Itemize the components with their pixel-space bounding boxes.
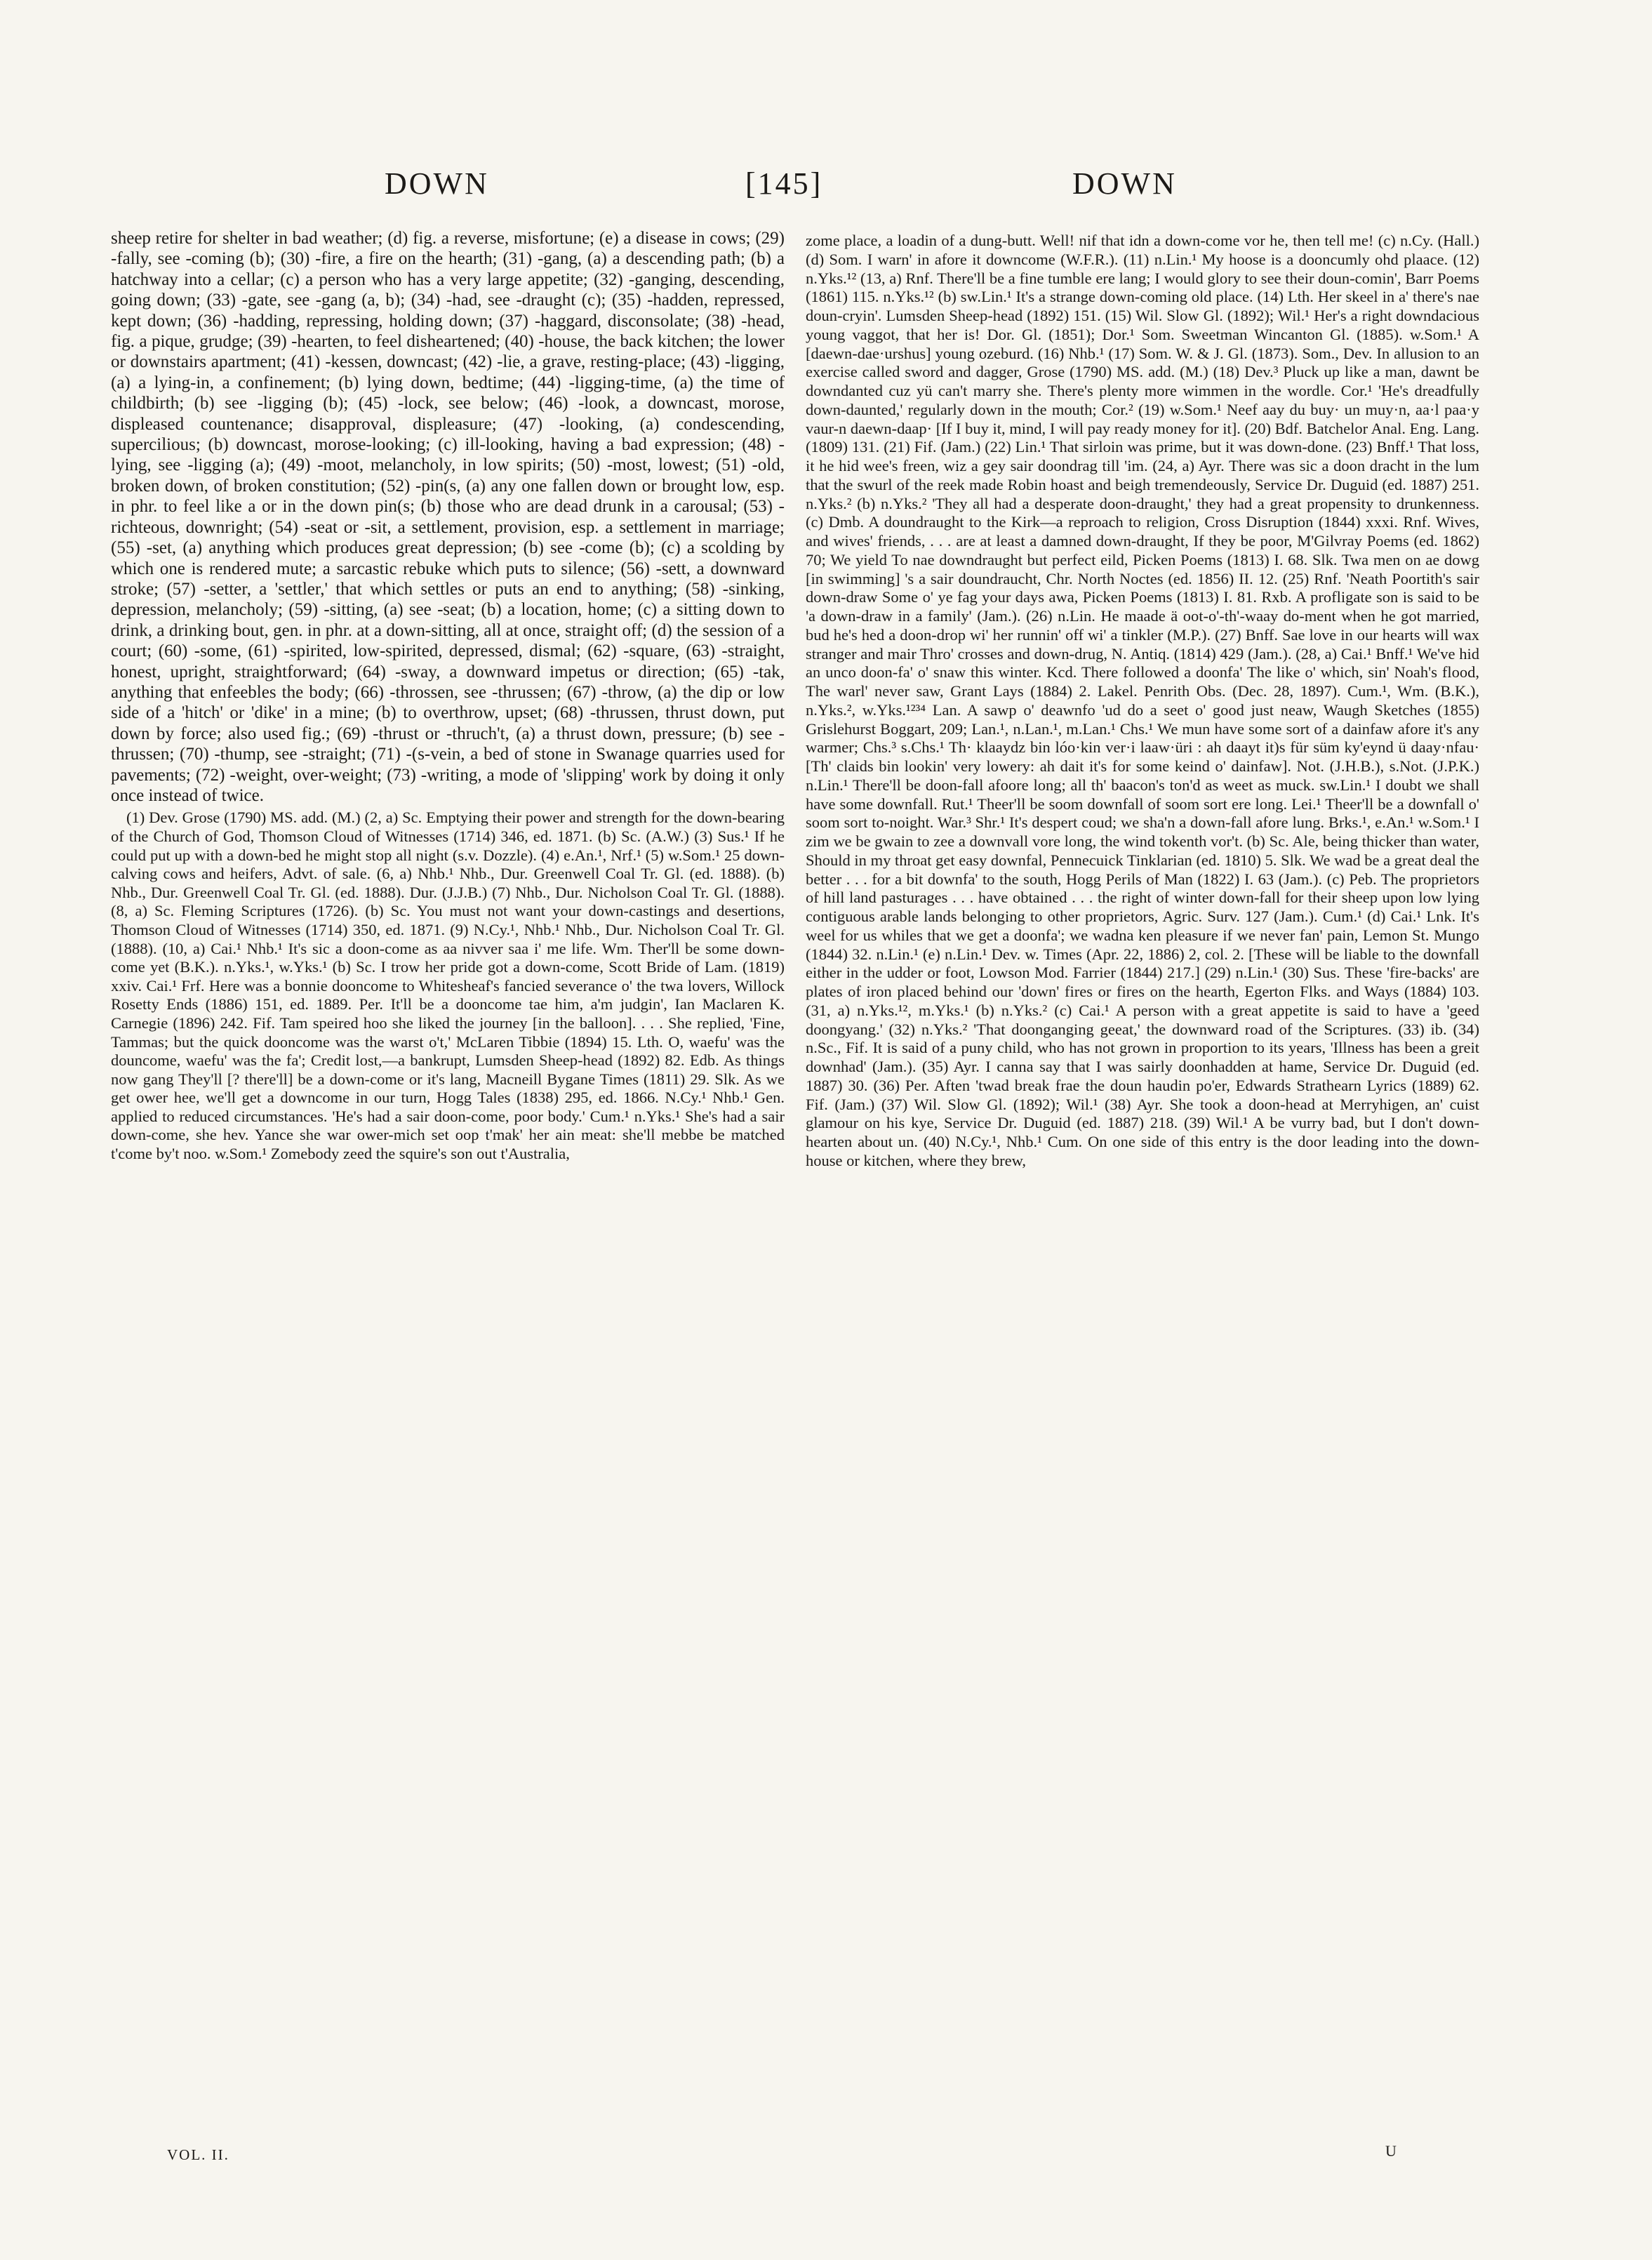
page-header (0, 163, 1652, 212)
signature-mark: U (1385, 2142, 1397, 2160)
definitions-text: sheep retire for shelter in bad weather; (d) fig. a reverse, misfortune; (e) a disease in cows; (29) -fally, see -coming (b); (30) -fire, a fire on the hearth; (31) -gang, (a) a descending path; (b) a hatchway into a cellar; (c) a person who has a very large appetite; (32) -ganging, descending, going down; (33) -gate, see -gang (a, b); (34) -had, see -draught (c); (35) -hadden, repressed, kept down; (36) -hadding, repressing, holding down; (37) -haggard, disconsolate; (38) -head, fig. a pique, grudge; (39) -hearten, to feel disheartened; (40) -house, the back kitchen; the lower or downstairs apartment; (41) -kessen, downcast; (42) -lie, a grave, resting-place; (43) -ligging, (a) a lying-in, a confinement; (b) lying down, bedtime; (44) -ligging-time, (a) the time of childbirth; (b) see -ligging (b); (45) -lock, see below; (46) -look, a downcast, morose, displeased countenance; disapproval, displeasure; (47) -looking, (a) condescending, supercilious; (b) downcast, morose-looking; (c) ill-looking, having a bad expression; (48) -lying, see -ligging (a); (49) -moot, melancholy, in low spirits; (50) -most, lowest; (51) -old, broken down, of broken constitution; (52) -pin(s, (a) any one fallen down or brought low, esp. in phr. to feel like a or in the down pin(s; (b) those who are dead drunk in a carousal; (53) -richteous, downright; (54) -seat or -sit, a settlement, provision, esp. a settlement in marriage; (55) -set, (a) anything which produces great depression; (b) see -come (b); (c) a scolding by which one is rendered mute; a sarcastic rebuke which puts to silence; (56) -sett, a downward stroke; (57) -setter, a 'settler,' that which settles or puts an end to anything; (58) -sinking, depression, melancholy; (59) -sitting, (a) see -seat; (b) a location, home; (c) a sitting down to drink, a drinking bout, gen. in phr. at a down-sitting, all at once, straight off; (d) the session of a court; (60) -some, (61) -spirited, low-spirited, depressed, dismal; (62) -square, (63) -straight, honest, upright, straightforward; (64) -sway, a downward impetus or direction; (65) -tak, anything that enfeebles the body; (66) -throssen, see -thrussen; (67) -throw, (a) the dip or low side of a 'hitch' or 'dike' in a mine; (b) to overthrow, upset; (68) -thrussen, thrust down, put down by force; also used fig.; (69) -thrust or -thruch't, (a) a thrust down, pressure; (b) see -thrussen; (70) -thump, see -straight; (71) -(s-vein, a bed of stone in Swanage quarries used for pavements; (72) -weight, over-weight; (73) -writing, a mode of 'slipping' work by doing it only once instead of twice. (111, 229, 785, 805)
citations-text: (1) Dev. Grose (1790) MS. add. (M.) (2, a) Sc. Emptying their power and strength for the down-bearing of the Church of God, Thomson Cloud of Witnesses (1714) 346, ed. 1871. (b) Sc. (A.W.) (3) Sus.¹ If he could put up with a down-bed he might stop all night (s.v. Dozzle). (4) e.An.¹, Nrf.¹ (5) w.Som.¹ 25 down-calving cows and heifers, Advt. of sale. (6, a) Nhb.¹ Nhb., Dur. Greenwell Coal Tr. Gl. (ed. 1888). (b) Nhb., Dur. Greenwell Coal Tr. Gl. (ed. 1888). Dur. (J.J.B.) (7) Nhb., Dur. Nicholson Coal Tr. Gl. (1888). (8, a) Sc. Fleming Scriptures (1726). (b) Sc. You must not want your down-castings and desertions, Thomson Cloud of Witnesses (1714) 350, ed. 1871. (9) N.Cy.¹, Nhb.¹ Nhb., Dur. Nicholson Coal Tr. Gl. (1888). (10, a) Cai.¹ Nhb.¹ It's sic a doon-come as aa nivver saa i' me life. Wm. Ther'll be some down-come yet (B.K.). n.Yks.¹, w.Yks.¹ (b) Sc. I trow her pride got a down-come, Scott Bride of Lam. (1819) xxiv. Cai.¹ Frf. Here was a bonnie dooncome to Whitesheaf's fancied severance o' the twa lovers, Willock Rosetty Ends (1886) 151, ed. 1889. Per. It'll be a dooncome tae him, a'm judgin', Ian Maclaren K. Carnegie (1896) 242. Fif. Tam speired hoo she liked the journey [in the balloon]. . . . She replied, 'Fine, Tammas; but the quick dooncome was the warst o't,' McLaren Tibbie (1894) 15. Lth. O, waefu' was the douncome, waefu' was the fa'; Credit lost,—a bankrupt, Lumsden Sheep-head (1892) 82. Edb. As things now gang They'll [? there'll] be a down-come or it's lang, Macneill Bygane Times (1811) 29. Slk. As we get ower hee, we'll get a downcome in our turn, Hogg Tales (1838) 295, ed. 1866. N.Cy.¹ Nhb.¹ Gen. applied to reduced circumstances. 'He's had a sair doon-come, poor body.' Cum.¹ n.Yks.¹ She's had a sair down-come, she hev. Yance she war ower-mich set oop t'mak' her ain meat: she'll mebbe be matched t'come by't noo. w.Som.¹ Zomebody zeed the squire's son out t'Australia, (111, 809, 785, 1163)
left-column (111, 228, 785, 1164)
right-column (806, 232, 1479, 1171)
running-head-left: DOWN (385, 166, 489, 201)
volume-label: VOL. II. (167, 2146, 229, 2163)
right-column-text: zome place, a loadin of a dung-butt. Well! nif that idn a down-come vor he, then tell me! (c) n.Cy. (Hall.) (d) Som. I warn' in afore it downcome (W.F.R.). (11) n.Lin.¹ My hoose is a dooncumly ohd plaace. (12) n.Yks.¹² (13, a) Rnf. There'll be a fine tumble ere lang; I would glory to see their doun-comin', Barr Poems (1861) 115. n.Yks.¹² (b) sw.Lin.¹ It's a strange down-coming old place. (14) Lth. Her skeel in a' there's nae doun-cryin'. Lumsden Sheep-head (1892) 151. (15) Wil. Slow Gl. (1892); Wil.¹ Her's a right downdacious young vaggot, that her is! Dor. Gl. (1851); Dor.¹ Som. Sweetman Wincanton Gl. (1885). w.Som.¹ A [daewn-dae·urshus] young ozeburd. (16) Nhb.¹ (17) Som. W. & J. Gl. (1873). Som., Dev. In allusion to an exercise called sword and dagger, Grose (1790) MS. add. (M.) (18) Dev.³ Pluck up like a man, dawnt be downdanted cuz yü can't marry she. There's plenty more wimmen in the wordle. Cor.¹ 'He's dreadfully down-daunted,' regularly down in the mouth; Cor.² (19) w.Som.¹ Neef aay du buy· un muy·n, aa·l paa·y vaur-n daewn-daap· [If I buy it, mind, I will pay ready money for it]. (20) Bdf. Batchelor Anal. Eng. Lang. (1809) 131. (21) Fif. (Jam.) (22) Lin.¹ That sirloin was prime, but it was down-done. (23) Bnff.¹ That loss, it he hid wee's freen, wiz a gey sair doondrag till 'im. (24, a) Ayr. There was sic a doon dracht in the lum that the swurl of the reek made Robin hoast and beigh tremendeously, Service Dr. Duguid (ed. 1887) 251. n.Yks.² (b) n.Yks.² 'They all had a desperate doon-draught,' they had a great propensity to drunkenness. (c) Dmb. A doundraught to the Kirk—a reproach to religion, Cross Disruption (1844) xxxi. Rnf. Wives, and wives' friends, . . . are at least a damned down-draught, If they be poor, M'Gilvray Poems (ed. 1862) 70; We yield To nae downdraught but perfect eild, Picken Poems (1813) I. 68. Slk. Twa men on ae dowg [in swimming] 's a sair doundraucht, Chr. North Noctes (ed. 1856) II. 12. (25) Rnf. 'Neath Poortith's sair down-draw Some o' ye fag your days awa, Picken Poems (1813) I. 81. Rxb. A profligate son is said to be 'a down-draw in a family' (Jam.). (26) n.Lin. He maade ä oot-o'-th'-waay do-ment when he got married, bud he's hed a doon-drop wi' her runnin' off wi' a tinkler (M.P.). (27) Bnff. Sae love in our hearts will wax stranger and mair Thro' crosses and down-drug, N. Antiq. (1814) 429 (Jam.). (28, a) Cai.¹ Bnff.¹ We've hid an unco doon-fa' o' snaw this winter. Kcd. There followed a doonfa' The like o' which, sin' Noah's flood, The warl' never saw, Grant Lays (1884) 2. Lakel. Penrith Obs. (Dec. 28, 1897). Cum.¹, Wm. (B.K.), n.Yks.², w.Yks.¹²³⁴ Lan. A sawp o' deawnfo 'ud do a seet o' good just neaw, Waugh Sketches (1855) Grislehurst Boggart, 209; Lan.¹, n.Lan.¹, m.Lan.¹ Chs.¹ We mun have some sort of a dainfaw afore it's any warmer; Chs.³ s.Chs.¹ Th· klaaydz bin lóo·kin ver·i laaw·üri : ah daayt it)s für süm ky'eynd ü daay·nfau· [Th' claids bin lookin' very lowery: ah dait it's for some keind o' dainfaw]. Not. (J.H.B.), s.Not. (J.P.K.) n.Lin.¹ There'll be doon-fall afoore long; all th' baacon's ton'd as weet as muck. sw.Lin.¹ I doubt we shall have some downfall. Rut.¹ Theer'll be soom downfall of soom sort ere long. Lei.¹ Theer'll be a downfall o' soom sort to-noight. War.³ Shr.¹ It's despert coud; we sha'n a down-fall afore lung. Brks.¹, e.An.¹ w.Som.¹ I zim we be gwain to zee a downvall vore long, the wind tokenth vor't. (b) Sc. Ale, being thicker than water, Should in my throat get easy downfal, Pennecuick Tinklarian (ed. 1810) 5. Slk. We wad be a great deal the better . . . for a bit downfa' to the south, Hogg Perils of Man (1822) I. 63 (Jam.). (c) Peb. The proprietors of hill land pasturages . . . have obtained . . . the right of winter down-fall for their sheep upon low lying contiguous arable lands belonging to other proprietors, Agric. Surv. 127 (Jam.). Cum.¹ (d) Cai.¹ Lnk. It's weel for us whiles that we get a doonfa'; we wadna ken pleasure if we never fan' pain, Lemon St. Mungo (1844) 32. n.Lin.¹ (e) n.Lin.¹ Dev. w. Times (Apr. 22, 1886) 2, col. 2. [These will be liable to the downfall either in the udder or foot, Lowson Mod. Farrier (1844) 217.] (29) n.Lin.¹ (30) Sus. These 'fire-backs' are plates of iron placed behind our 'down' fires or fires on the hearth, Egerton Flks. and Ways (1884) 103. (31, a) n.Yks.¹², m.Yks.¹ (b) n.Yks.² (c) Cai.¹ A person with a great appetite is said to have a 'geed doongyang.' (32) n.Yks.² 'That doonganging geeat,' the downward road of the Scriptures. (33) ib. (34) n.Sc., Fif. It is said of a puny child, who has not grown in proportion to its years, 'Illness has been a greit downhad' (Jam.). (35) Ayr. I canna say that I was sairly doonhadden at hame, Service Dr. Duguid (ed. 1887) 30. (36) Per. Aften 'twad break frae the doun haudin po'er, Edwards Strathearn Lyrics (1889) 62. Fif. (Jam.) (37) Wil. Slow Gl. (1892); Wil.¹ (38) Ayr. She took a doon-head at Merryhigen, an' cuist glamour on his kye, Service Dr. Duguid (ed. 1887) 218. (39) Wil.¹ A be vurry bad, but I don't down-hearten about un. (40) N.Cy.¹, Nhb.¹ Cum. On one side of this entry is the door leading into the down-house or kitchen, where they brew, (806, 232, 1479, 1169)
running-head-right: DOWN (1072, 166, 1177, 201)
page-number: [145] (745, 166, 823, 201)
